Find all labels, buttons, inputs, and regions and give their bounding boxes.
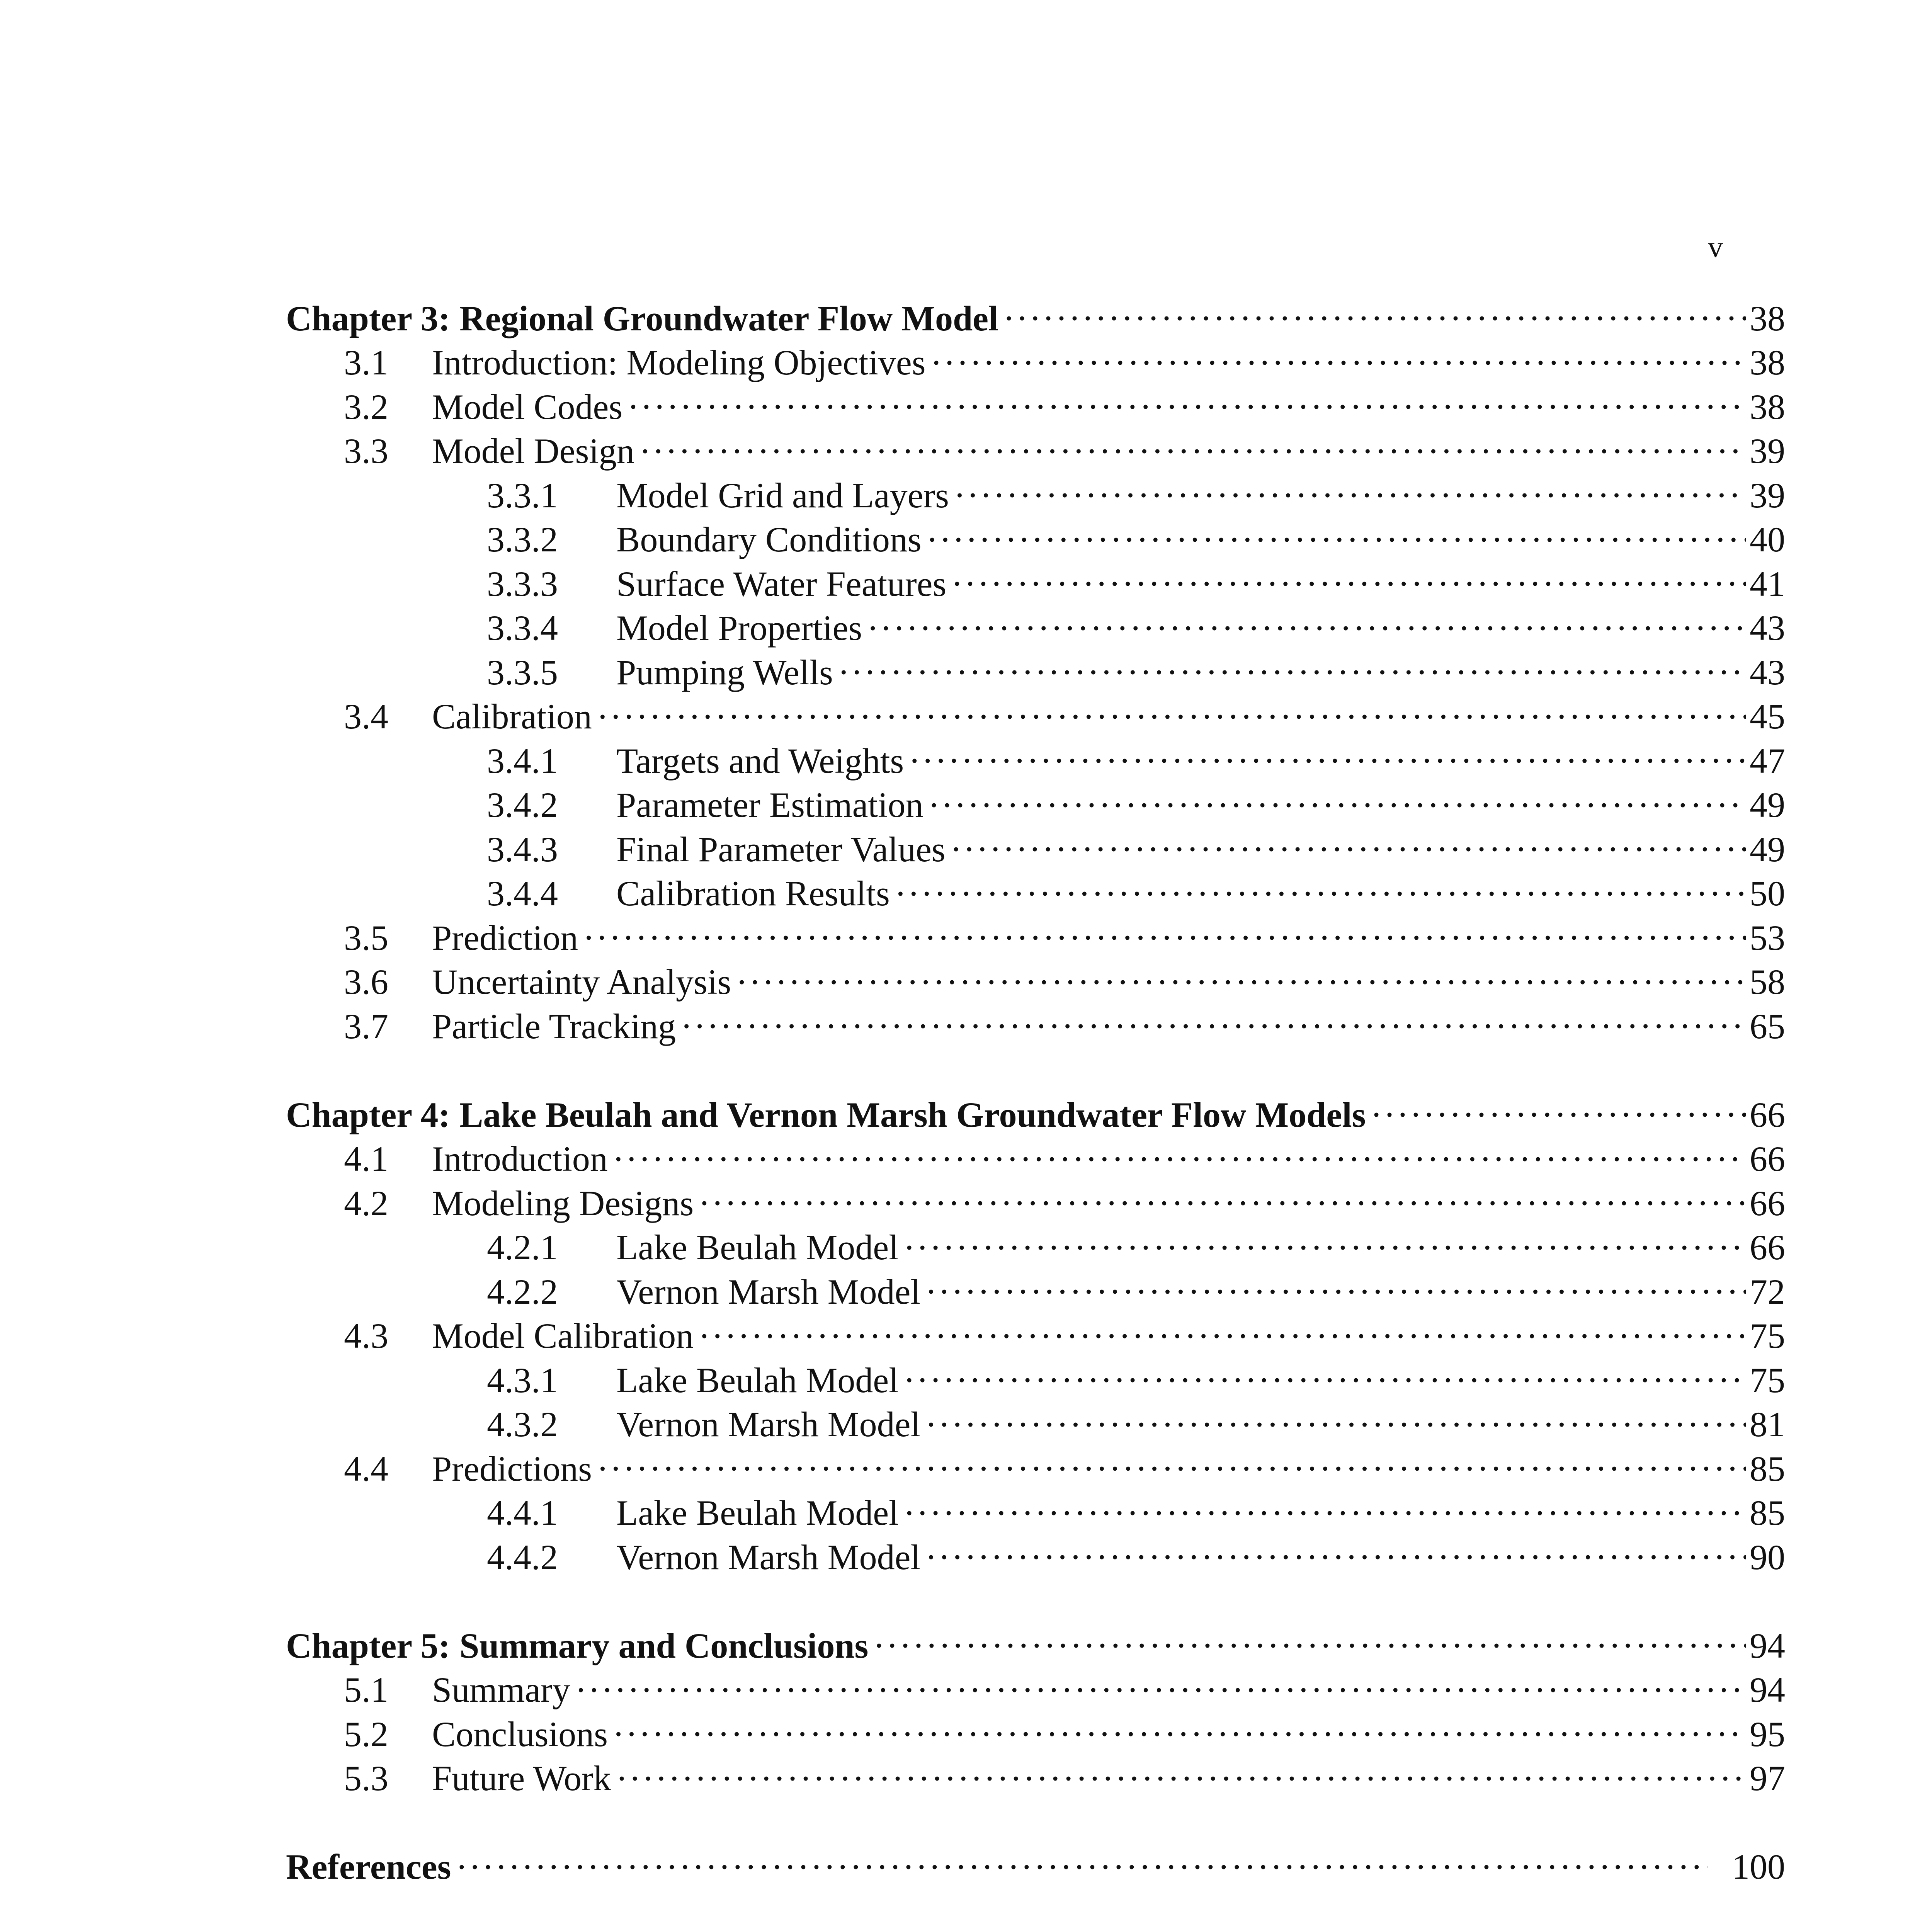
toc-entry-title: Targets and Weights	[616, 741, 904, 781]
toc-entry-page: 75	[1750, 1360, 1785, 1400]
toc-entry-chapter-3[interactable]	[286, 286, 1785, 338]
toc-entry-title: Predictions	[432, 1449, 592, 1488]
toc-entry-chapter-5[interactable]	[286, 1613, 1785, 1665]
dot-leader	[1372, 1082, 1746, 1127]
toc-entry-page: 47	[1750, 741, 1785, 781]
dot-leader	[700, 1304, 1746, 1348]
dot-leader	[890, 1923, 1708, 1932]
toc-entry-page: 90	[1750, 1537, 1785, 1577]
toc-entry-page: 45	[1750, 697, 1785, 736]
toc-entry-title: Future Work	[432, 1759, 611, 1798]
dot-leader	[930, 773, 1746, 817]
dot-leader	[927, 1525, 1746, 1569]
toc-entry-page: 43	[1750, 608, 1785, 648]
dot-leader	[598, 1436, 1746, 1481]
toc-entry-number: 3.6	[344, 962, 388, 1002]
dot-leader	[928, 507, 1746, 552]
toc-entry-title: Final Parameter Values	[616, 829, 946, 869]
toc-entry-page: 53	[1750, 918, 1785, 957]
toc-entry-number: Chapter 4:	[286, 1095, 451, 1134]
toc-entry-page: 50	[1750, 874, 1785, 913]
toc-entry-number: 3.2	[344, 387, 388, 427]
dot-leader	[577, 1658, 1746, 1702]
toc-entry-page: 39	[1750, 431, 1785, 471]
toc-entry-number: 3.3	[344, 431, 388, 471]
dot-leader	[927, 1259, 1746, 1304]
toc-entry-number: 3.7	[344, 1006, 388, 1046]
toc-entry-number: 5.1	[344, 1670, 388, 1709]
toc-entry-title: Conclusions	[432, 1714, 608, 1754]
toc-entry-title: Boundary Conditions	[616, 520, 922, 559]
toc-entry-page: 66	[1750, 1183, 1785, 1223]
dot-leader	[641, 419, 1746, 463]
toc-entry-number: 3.3.4	[487, 608, 558, 648]
dot-leader	[839, 640, 1746, 684]
toc-entry-title: Calibration Results	[616, 874, 890, 913]
toc-entry-title: Vernon Marsh Model	[616, 1272, 920, 1311]
toc-entry-number: 4.4.1	[487, 1493, 558, 1532]
toc-entry-number: Chapter 3:	[286, 298, 451, 338]
toc-entry-page: 85	[1750, 1449, 1785, 1488]
dot-leader	[905, 1348, 1746, 1392]
toc-entry-page: 39	[1750, 475, 1785, 515]
toc-entry-number: 4.1	[344, 1139, 388, 1179]
dot-leader	[614, 1127, 1746, 1171]
toc-entry-title: Summary and Conclusions	[459, 1626, 869, 1665]
toc-entry-title: Pumping Wells	[616, 652, 833, 692]
toc-entry-page: 85	[1750, 1493, 1785, 1532]
toc-entry-title: Introduction: Modeling Objectives	[432, 343, 926, 382]
dot-leader	[874, 1613, 1746, 1658]
dot-leader	[1005, 286, 1746, 330]
toc-entry-title: Uncertainty Analysis	[432, 962, 731, 1002]
toc-entry-number: 5.2	[344, 1714, 388, 1754]
toc-entry-title: References	[286, 1847, 451, 1886]
toc-entry-number: 3.3.2	[487, 520, 558, 559]
dot-leader	[682, 994, 1746, 1038]
toc-entry-title: Introduction	[432, 1139, 608, 1179]
toc-entry-title: Calibration	[432, 697, 592, 736]
dot-leader	[629, 374, 1746, 419]
toc-entry-title: Model Calibration	[432, 1316, 694, 1355]
toc-entry-number: 3.4.1	[487, 741, 558, 781]
toc-entry-number: 3.4.3	[487, 829, 558, 869]
toc-entry-number: 4.3.2	[487, 1405, 558, 1444]
toc-entry-number: 3.5	[344, 918, 388, 957]
toc-entry-page: 38	[1750, 343, 1785, 382]
toc-entry-number: 4.4.2	[487, 1537, 558, 1577]
toc-entry-number: 3.1	[344, 343, 388, 382]
toc-entry-title: Model Properties	[616, 608, 862, 648]
toc-entry-title: Modeling Designs	[432, 1183, 694, 1223]
toc-entry-title: Model Grid and Layers	[616, 475, 949, 515]
toc-entry-page: 65	[1750, 1006, 1785, 1046]
toc-entry-title: Vernon Marsh Model	[616, 1537, 920, 1577]
toc-entry-number: 3.3.5	[487, 652, 558, 692]
toc-entry-title: Parameter Estimation	[616, 785, 923, 825]
dot-leader	[927, 1392, 1746, 1437]
page-number: v	[1708, 230, 1723, 264]
toc-entry-page: 81	[1750, 1405, 1785, 1444]
toc-entry-number: 3.3.1	[487, 475, 558, 515]
dot-leader	[952, 817, 1746, 861]
toc-entry-page: 66	[1750, 1095, 1785, 1134]
toc-entry-number: 3.4.2	[487, 785, 558, 825]
toc-entry-number: 4.2	[344, 1183, 388, 1223]
toc-entry-page: 38	[1750, 387, 1785, 427]
toc-entry-title: Lake Beulah Model	[616, 1493, 899, 1532]
toc-entry-page: 41	[1750, 564, 1785, 604]
toc-entry-number: 4.2.1	[487, 1228, 558, 1267]
table-of-contents	[286, 286, 1785, 1932]
toc-entry-number: 5.3	[344, 1759, 388, 1798]
toc-entry-chapter-4[interactable]	[286, 1082, 1785, 1134]
toc-entry-title: Model Codes	[432, 387, 623, 427]
dot-leader	[905, 1481, 1746, 1525]
toc-entry-number: 3.3.3	[487, 564, 558, 604]
toc-entry-page: 38	[1750, 298, 1785, 338]
dot-leader	[868, 596, 1746, 640]
toc-entry-page: 58	[1750, 962, 1785, 1002]
toc-entry-page: 100	[1732, 1847, 1785, 1886]
toc-entry-title: Prediction	[432, 918, 578, 957]
toc-entry-page: 40	[1750, 520, 1785, 559]
toc-entry-number: 4.2.2	[487, 1272, 558, 1311]
dot-leader	[932, 330, 1746, 375]
toc-entry-page: 72	[1750, 1272, 1785, 1311]
toc-entry-number: 4.3	[344, 1316, 388, 1355]
toc-entry-number: 3.4.4	[487, 874, 558, 913]
toc-entry-title: Summary	[432, 1670, 570, 1709]
toc-entry-page: 97	[1750, 1759, 1785, 1798]
dot-leader	[700, 1171, 1746, 1215]
toc-entry-title: Regional Groundwater Flow Model	[459, 298, 998, 338]
toc-entry-number: Chapter 5:	[286, 1626, 451, 1665]
dot-leader	[457, 1835, 1708, 1879]
dot-leader	[910, 728, 1746, 773]
toc-entry-number: 3.4	[344, 697, 388, 736]
toc-entry-title: Model Design	[432, 431, 634, 471]
toc-entry-title: Particle Tracking	[432, 1006, 676, 1046]
toc-entry-page: 66	[1750, 1139, 1785, 1179]
toc-entry-number: 4.3.1	[487, 1360, 558, 1400]
toc-entry-page: 66	[1750, 1228, 1785, 1267]
toc-entry-appendix-1[interactable]	[286, 1923, 1785, 1932]
dot-leader	[955, 463, 1746, 507]
dot-leader	[617, 1746, 1746, 1791]
dot-leader	[952, 551, 1746, 596]
dot-leader	[737, 950, 1746, 994]
toc-entry-page: 49	[1750, 785, 1785, 825]
toc-entry-references[interactable]	[286, 1835, 1785, 1886]
toc-entry-page: 95	[1750, 1714, 1785, 1754]
toc-entry-title: Lake Beulah Model	[616, 1228, 899, 1267]
toc-entry-page: 43	[1750, 652, 1785, 692]
spacer	[286, 1879, 1785, 1923]
toc-entry-title: Surface Water Features	[616, 564, 947, 604]
toc-entry-title: Vernon Marsh Model	[616, 1405, 920, 1444]
toc-entry-page: 75	[1750, 1316, 1785, 1355]
toc-entry-page: 94	[1750, 1670, 1785, 1709]
dot-leader	[905, 1215, 1746, 1260]
toc-entry-page: 49	[1750, 829, 1785, 869]
toc-entry-title: Lake Beulah and Vernon Marsh Groundwater Flow Models	[459, 1095, 1366, 1134]
dot-leader	[896, 861, 1746, 906]
toc-entry-number: 4.4	[344, 1449, 388, 1488]
dot-leader	[614, 1702, 1746, 1746]
toc-entry-page: 94	[1750, 1626, 1785, 1665]
toc-entry-title: Lake Beulah Model	[616, 1360, 899, 1400]
dot-leader	[584, 905, 1746, 950]
dot-leader	[598, 684, 1746, 729]
